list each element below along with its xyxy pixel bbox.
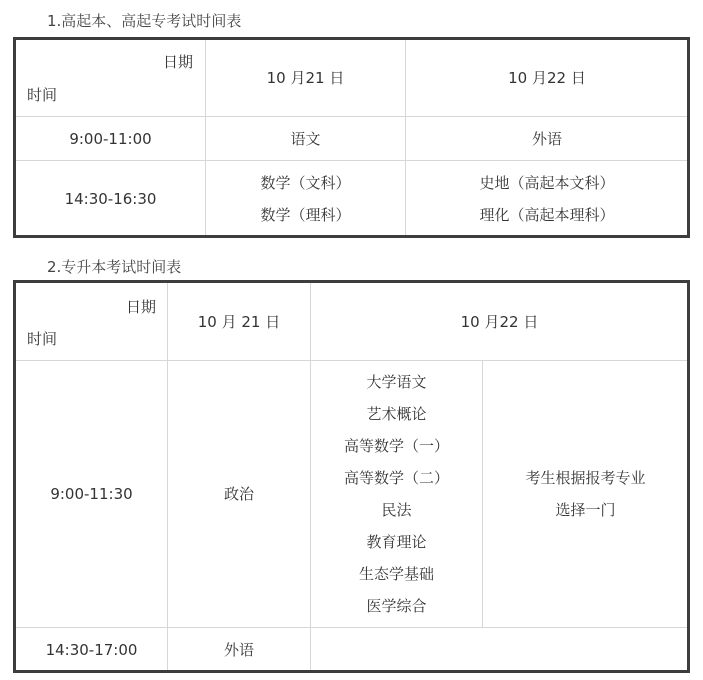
date-header-oct21: 10 月21 日	[206, 40, 406, 117]
empty-cell	[311, 628, 689, 672]
subject-cell	[206, 161, 406, 237]
table-row	[16, 117, 689, 161]
time-cell: 9:00-11:00	[16, 117, 206, 161]
corner-time-label: 时间	[27, 330, 58, 348]
date-header-oct22: 10 月22 日	[311, 283, 689, 361]
subject-cell: 政治	[168, 361, 311, 628]
time-cell: 9:00-11:30	[16, 361, 168, 628]
table-row	[16, 628, 689, 672]
note-cell	[483, 361, 689, 628]
subject-text: 数学（理科）	[260, 205, 351, 224]
section-1-heading: 1.高起本、高起专考试时间表	[47, 12, 242, 30]
date-header-oct21: 10 月 21 日	[168, 283, 311, 361]
subject-text: 医学综合	[366, 597, 427, 615]
corner-date-label: 日期	[162, 53, 193, 71]
subject-text: 艺术概论	[366, 405, 427, 423]
subject-text: 民法	[381, 501, 412, 519]
subject-text: 生态学基础	[358, 565, 434, 583]
corner-header	[16, 40, 205, 116]
subject-text: 高等数学（二）	[343, 469, 449, 487]
subject-text: 语文	[290, 129, 321, 148]
subject-cell	[406, 161, 689, 237]
note-text: 选择一门	[555, 501, 616, 519]
corner-cell	[16, 40, 206, 117]
corner-date-label: 日期	[125, 298, 156, 316]
corner-cell	[16, 283, 168, 361]
subject-cell	[206, 117, 406, 161]
subject-text: 高等数学（一）	[343, 437, 449, 455]
date-header-oct22: 10 月22 日	[406, 40, 689, 117]
subject-text: 大学语文	[366, 373, 427, 391]
schedule-table-1	[15, 39, 689, 237]
time-cell: 14:30-16:30	[16, 161, 206, 237]
table-row	[16, 161, 689, 237]
table-header-row	[16, 40, 689, 117]
table-row	[16, 361, 689, 628]
subject-text: 史地（高起本文科）	[479, 173, 615, 192]
table-header-row	[16, 283, 689, 361]
subject-text: 理化（高起本理科）	[479, 205, 615, 224]
note-text: 考生根据报考专业	[525, 469, 646, 487]
section-2-heading: 2.专升本考试时间表	[47, 258, 182, 276]
subject-text: 外语	[531, 129, 562, 148]
corner-header	[16, 283, 167, 360]
subject-cell	[406, 117, 689, 161]
corner-time-label: 时间	[27, 86, 58, 104]
subject-list-cell	[311, 361, 483, 628]
time-cell: 14:30-17:00	[16, 628, 168, 672]
subject-text: 教育理论	[366, 533, 427, 551]
schedule-table-2	[15, 282, 689, 672]
subject-cell: 外语	[168, 628, 311, 672]
subject-text: 数学（文科）	[260, 173, 351, 192]
